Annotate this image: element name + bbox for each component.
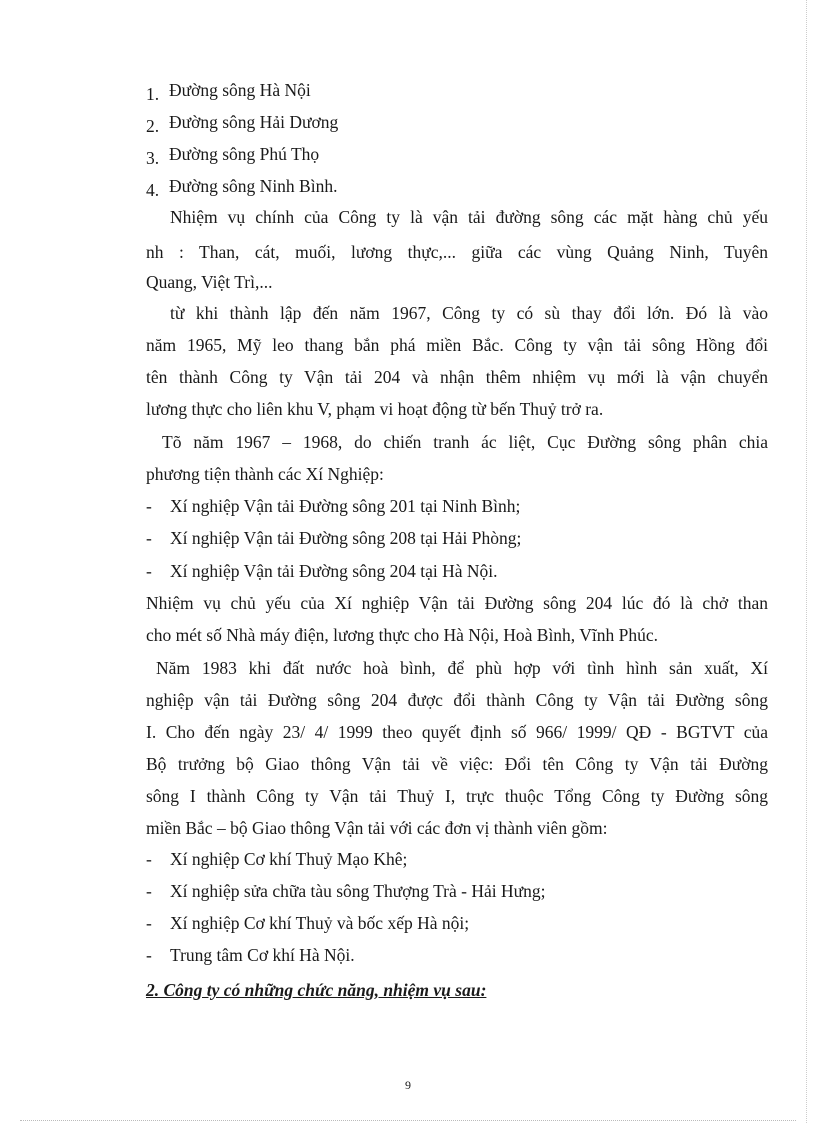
bullet-text: Xí nghiệp Vận tải Đường sông 201 tại Ninh Bình; <box>170 496 521 516</box>
list-number: 4. <box>146 180 160 200</box>
paragraph-line: I. Cho đến ngày 23/ 4/ 1999 theo quyết định số 966/ 1999/ QĐ - BGTVT của <box>146 722 768 742</box>
bullet-dash: - <box>146 881 152 901</box>
bullet-text: Xí nghiệp Cơ khí Thuỷ và bốc xếp Hà nội; <box>170 913 470 933</box>
bullet-dash: - <box>146 849 152 869</box>
paragraph-line: Nhiệm vụ chủ yếu của Xí nghiệp Vận tải Đường sông 204 lúc đó là chở than <box>146 593 768 613</box>
bullet-dash: - <box>146 528 152 548</box>
paragraph-line: miền Bắc – bộ Giao thông Vận tải với các đơn vị thành viên gồm: <box>146 818 608 838</box>
section-heading: 2. Công ty có những chức năng, nhiệm vụ sau: <box>146 980 487 1000</box>
bullet-text: Xí nghiệp Cơ khí Thuỷ Mạo Khê; <box>170 849 408 869</box>
list-text: Đường sông Hải Dương <box>169 112 339 132</box>
bullet-text: Xí nghiệp Vận tải Đường sông 204 tại Hà Nội. <box>170 561 498 581</box>
paragraph-line: nghiệp vận tải Đường sông 204 được đổi thành Công ty Vận tải Đường sông <box>146 690 768 710</box>
page-bottom-divider <box>20 1120 796 1121</box>
bullet-dash: - <box>146 913 152 933</box>
paragraph-line: Năm 1983 khi đất nước hoà bình, để phù hợp với tình hình sản xuất, Xí <box>156 658 768 678</box>
paragraph-line: Quang, Việt Trì,... <box>146 272 273 292</box>
paragraph-line: Tõ năm 1967 – 1968, do chiến tranh ác liệt, Cục Đường sông phân chia <box>162 432 768 452</box>
page-right-edge <box>806 0 807 1123</box>
bullet-dash: - <box>146 945 152 965</box>
list-number: 1. <box>146 84 160 104</box>
list-text: Đường sông Ninh Bình. <box>169 176 338 196</box>
paragraph-line: Nhiệm vụ chính của Công ty là vận tải đường sông các mặt hàng chủ yếu <box>170 207 768 227</box>
paragraph-line: lương thực cho liên khu V, phạm vi hoạt động từ bến Thuỷ trở ra. <box>146 399 604 419</box>
paragraph-line: năm 1965, Mỹ leo thang bắn phá miền Bắc. Công ty vận tải sông Hồng đổi <box>146 335 768 355</box>
paragraph-line: nh : Than, cát, muối, lương thực,... giữa các vùng Quảng Ninh, Tuyên <box>146 242 768 262</box>
list-text: Đường sông Phú Thọ <box>169 144 320 164</box>
paragraph-line: sông I thành Công ty Vận tải Thuỷ I, trực thuộc Tổng Công ty Đường sông <box>146 786 768 806</box>
page-number: 9 <box>405 1078 411 1092</box>
paragraph-line: cho mét số Nhà máy điện, lương thực cho Hà Nội, Hoà Bình, Vĩnh Phúc. <box>146 625 658 645</box>
paragraph-line: Bộ trưởng bộ Giao thông Vận tải về việc: Đổi tên Công ty Vận tải Đường <box>146 754 768 774</box>
list-number: 3. <box>146 148 160 168</box>
paragraph-line: từ khi thành lập đến năm 1967, Công ty có sù thay đổi lớn. Đó là vào <box>170 303 768 323</box>
bullet-dash: - <box>146 496 152 516</box>
bullet-text: Xí nghiệp Vận tải Đường sông 208 tại Hải Phòng; <box>170 528 522 548</box>
paragraph-line: tên thành Công ty Vận tải 204 và nhận thêm nhiệm vụ mới là vận chuyển <box>146 367 768 387</box>
bullet-text: Xí nghiệp sửa chữa tàu sông Thượng Trà - Hải Hưng; <box>170 881 546 901</box>
bullet-dash: - <box>146 561 152 581</box>
bullet-text: Trung tâm Cơ khí Hà Nội. <box>170 945 355 965</box>
paragraph-line: phương tiện thành các Xí Nghiệp: <box>146 464 384 484</box>
list-number: 2. <box>146 116 160 136</box>
list-text: Đường sông Hà Nội <box>169 80 311 100</box>
